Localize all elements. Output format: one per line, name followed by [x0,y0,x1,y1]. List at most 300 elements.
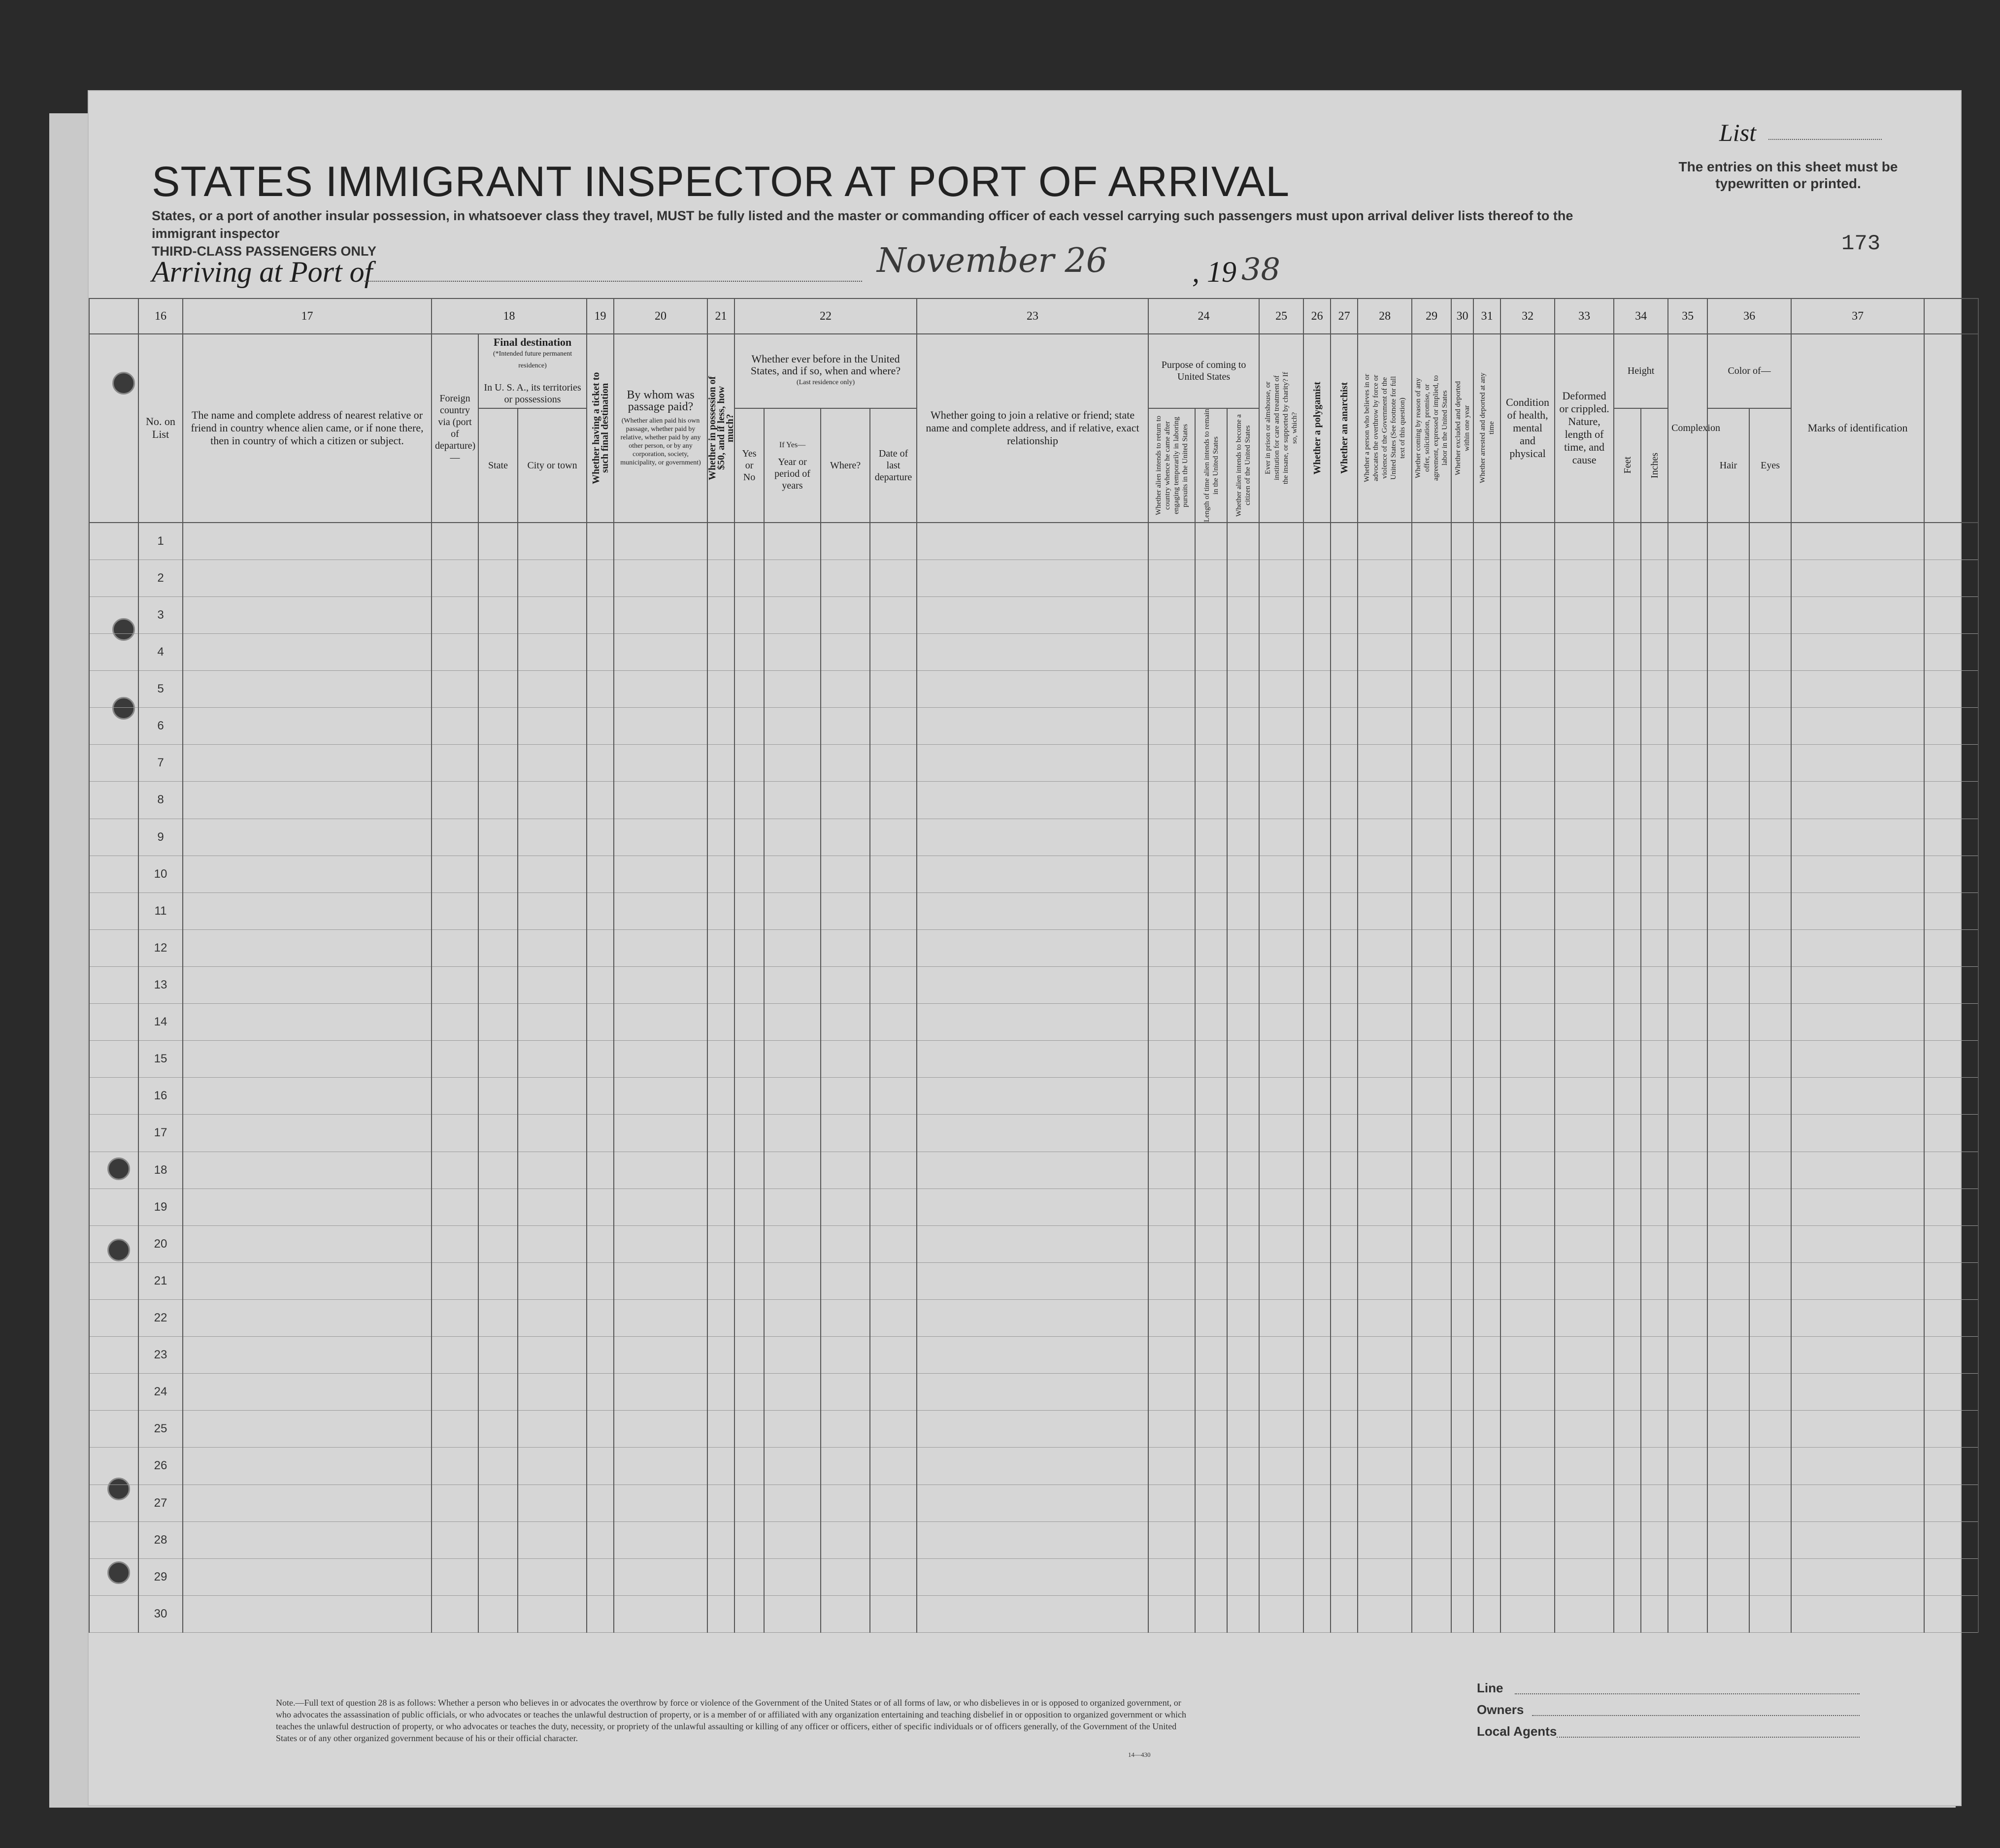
entry-cell[interactable] [1451,596,1473,633]
entry-cell[interactable] [1614,1078,1641,1115]
entry-cell[interactable] [1358,1004,1412,1041]
entry-cell[interactable] [764,745,821,782]
entry-cell[interactable] [1707,523,1749,560]
entry-cell[interactable] [1500,892,1555,929]
entry-cell[interactable] [1749,1041,1791,1078]
entry-cell[interactable] [821,856,870,892]
entry-cell[interactable] [1358,708,1412,745]
entry-cell[interactable] [870,1262,917,1299]
entry-cell[interactable] [183,1521,432,1558]
entry-cell[interactable] [1668,1558,1707,1595]
entry-cell[interactable] [1668,1595,1707,1632]
entry-cell[interactable] [1195,1337,1227,1374]
entry-cell[interactable] [1331,1225,1358,1262]
entry-cell[interactable] [1358,745,1412,782]
entry-cell[interactable] [614,560,707,596]
entry-cell[interactable] [734,1485,764,1521]
entry-cell[interactable] [764,708,821,745]
entry-cell[interactable] [1791,1521,1924,1558]
entry-cell[interactable] [1791,1595,1924,1632]
entry-cell[interactable] [518,1225,587,1262]
entry-cell[interactable] [1451,1595,1473,1632]
entry-cell[interactable] [1749,633,1791,670]
entry-cell[interactable] [1227,892,1259,929]
entry-cell[interactable] [1749,1411,1791,1448]
entry-cell[interactable] [764,1411,821,1448]
entry-cell[interactable] [1614,856,1641,892]
entry-cell[interactable] [587,1004,614,1041]
entry-cell[interactable] [1500,929,1555,966]
entry-cell[interactable] [432,1041,478,1078]
entry-cell[interactable] [1749,560,1791,596]
entry-cell[interactable] [478,1521,518,1558]
entry-cell[interactable] [1500,1337,1555,1374]
entry-cell[interactable] [1791,1078,1924,1115]
entry-cell[interactable] [1668,1115,1707,1152]
entry-cell[interactable] [1451,1188,1473,1225]
entry-cell[interactable] [1500,1188,1555,1225]
entry-cell[interactable] [1195,1225,1227,1262]
entry-cell[interactable] [917,966,1148,1003]
entry-cell[interactable] [1668,1485,1707,1521]
entry-cell[interactable] [432,1411,478,1448]
entry-cell[interactable] [478,745,518,782]
entry-cell[interactable] [734,1078,764,1115]
entry-cell[interactable] [432,929,478,966]
entry-cell[interactable] [1473,966,1500,1003]
entry-cell[interactable] [1614,892,1641,929]
entry-cell[interactable] [1358,929,1412,966]
entry-cell[interactable] [734,1041,764,1078]
entry-cell[interactable] [1749,1004,1791,1041]
entry-cell[interactable] [1641,1448,1668,1485]
entry-cell[interactable] [1227,1411,1259,1448]
entry-cell[interactable] [917,1337,1148,1374]
entry-cell[interactable] [1555,560,1614,596]
entry-cell[interactable] [1259,708,1303,745]
entry-cell[interactable] [1259,1262,1303,1299]
entry-cell[interactable] [707,1299,734,1336]
entry-cell[interactable] [870,1188,917,1225]
entry-cell[interactable] [1555,1004,1614,1041]
entry-cell[interactable] [432,523,478,560]
entry-cell[interactable] [1412,1188,1451,1225]
entry-cell[interactable] [1555,892,1614,929]
entry-cell[interactable] [1500,745,1555,782]
entry-cell[interactable] [917,1152,1148,1188]
entry-cell[interactable] [1791,1004,1924,1041]
entry-cell[interactable] [1227,671,1259,708]
entry-cell[interactable] [1707,1595,1749,1632]
entry-cell[interactable] [1668,1521,1707,1558]
entry-cell[interactable] [1195,1115,1227,1152]
entry-cell[interactable] [183,596,432,633]
entry-cell[interactable] [1303,1521,1331,1558]
entry-cell[interactable] [1473,1595,1500,1632]
entry-cell[interactable] [1412,596,1451,633]
entry-cell[interactable] [1227,560,1259,596]
entry-cell[interactable] [821,1521,870,1558]
entry-cell[interactable] [518,671,587,708]
agents-field[interactable] [1557,1737,1860,1738]
entry-cell[interactable] [1707,856,1749,892]
entry-cell[interactable] [1641,1225,1668,1262]
entry-cell[interactable] [1668,745,1707,782]
entry-cell[interactable] [1614,1558,1641,1595]
entry-cell[interactable] [1358,1188,1412,1225]
entry-cell[interactable] [1614,1299,1641,1336]
entry-cell[interactable] [432,1374,478,1411]
entry-cell[interactable] [183,1115,432,1152]
entry-cell[interactable] [1500,782,1555,819]
entry-cell[interactable] [1331,1078,1358,1115]
entry-cell[interactable] [1791,745,1924,782]
entry-cell[interactable] [432,892,478,929]
entry-cell[interactable] [1412,892,1451,929]
entry-cell[interactable] [917,1374,1148,1411]
entry-cell[interactable] [870,1115,917,1152]
entry-cell[interactable] [1668,1374,1707,1411]
entry-cell[interactable] [1451,1485,1473,1521]
entry-cell[interactable] [1668,1004,1707,1041]
entry-cell[interactable] [1227,633,1259,670]
entry-cell[interactable] [1791,1485,1924,1521]
entry-cell[interactable] [1668,1411,1707,1448]
entry-cell[interactable] [1500,671,1555,708]
entry-cell[interactable] [707,966,734,1003]
entry-cell[interactable] [821,1115,870,1152]
entry-cell[interactable] [1259,1188,1303,1225]
entry-cell[interactable] [1555,1078,1614,1115]
entry-cell[interactable] [1500,708,1555,745]
entry-cell[interactable] [183,1041,432,1078]
entry-cell[interactable] [518,523,587,560]
entry-cell[interactable] [734,1595,764,1632]
entry-cell[interactable] [1555,819,1614,856]
entry-cell[interactable] [1473,1374,1500,1411]
entry-cell[interactable] [917,1225,1148,1262]
entry-cell[interactable] [821,1558,870,1595]
entry-cell[interactable] [764,1004,821,1041]
entry-cell[interactable] [1473,1115,1500,1152]
entry-cell[interactable] [518,1374,587,1411]
entry-cell[interactable] [518,1004,587,1041]
entry-cell[interactable] [707,1558,734,1595]
entry-cell[interactable] [1331,1485,1358,1521]
entry-cell[interactable] [1331,1558,1358,1595]
entry-cell[interactable] [1303,819,1331,856]
entry-cell[interactable] [1473,856,1500,892]
entry-cell[interactable] [1451,1374,1473,1411]
entry-cell[interactable] [764,596,821,633]
entry-cell[interactable] [1500,1078,1555,1115]
entry-cell[interactable] [764,782,821,819]
entry-cell[interactable] [1358,1521,1412,1558]
entry-cell[interactable] [1227,523,1259,560]
entry-cell[interactable] [478,560,518,596]
entry-cell[interactable] [614,745,707,782]
entry-cell[interactable] [1227,1374,1259,1411]
entry-cell[interactable] [1358,856,1412,892]
entry-cell[interactable] [1451,1078,1473,1115]
entry-cell[interactable] [870,1299,917,1336]
entry-cell[interactable] [917,782,1148,819]
entry-cell[interactable] [1195,1448,1227,1485]
entry-cell[interactable] [917,819,1148,856]
entry-cell[interactable] [917,856,1148,892]
entry-cell[interactable] [1331,1448,1358,1485]
entry-cell[interactable] [1259,1558,1303,1595]
entry-cell[interactable] [707,1041,734,1078]
entry-cell[interactable] [1500,1041,1555,1078]
entry-cell[interactable] [1358,892,1412,929]
entry-cell[interactable] [764,560,821,596]
entry-cell[interactable] [587,1188,614,1225]
entry-cell[interactable] [1259,1115,1303,1152]
entry-cell[interactable] [734,929,764,966]
entry-cell[interactable] [1500,1152,1555,1188]
entry-cell[interactable] [1555,1299,1614,1336]
entry-cell[interactable] [1749,929,1791,966]
entry-cell[interactable] [183,560,432,596]
entry-cell[interactable] [917,1485,1148,1521]
entry-cell[interactable] [1555,1485,1614,1521]
entry-cell[interactable] [478,1188,518,1225]
entry-cell[interactable] [1641,1188,1668,1225]
entry-cell[interactable] [518,1299,587,1336]
entry-cell[interactable] [614,1595,707,1632]
entry-cell[interactable] [1451,1521,1473,1558]
entry-cell[interactable] [1614,1115,1641,1152]
entry-cell[interactable] [870,1558,917,1595]
entry-cell[interactable] [821,1448,870,1485]
entry-cell[interactable] [1791,929,1924,966]
entry-cell[interactable] [614,1521,707,1558]
entry-cell[interactable] [1227,745,1259,782]
entry-cell[interactable] [432,1078,478,1115]
entry-cell[interactable] [821,1595,870,1632]
entry-cell[interactable] [1500,1374,1555,1411]
entry-cell[interactable] [614,1004,707,1041]
entry-cell[interactable] [518,1595,587,1632]
entry-cell[interactable] [764,1188,821,1225]
entry-cell[interactable] [734,1152,764,1188]
entry-cell[interactable] [587,708,614,745]
entry-cell[interactable] [870,1595,917,1632]
entry-cell[interactable] [614,1448,707,1485]
entry-cell[interactable] [734,523,764,560]
entry-cell[interactable] [1791,1448,1924,1485]
entry-cell[interactable] [587,856,614,892]
entry-cell[interactable] [183,1411,432,1448]
entry-cell[interactable] [1148,929,1195,966]
entry-cell[interactable] [1500,633,1555,670]
entry-cell[interactable] [432,1485,478,1521]
entry-cell[interactable] [1555,1411,1614,1448]
entry-cell[interactable] [1641,708,1668,745]
entry-cell[interactable] [1614,819,1641,856]
entry-cell[interactable] [1473,1521,1500,1558]
entry-cell[interactable] [1412,523,1451,560]
entry-cell[interactable] [1412,1299,1451,1336]
entry-cell[interactable] [1195,1152,1227,1188]
entry-cell[interactable] [764,1299,821,1336]
entry-cell[interactable] [1195,596,1227,633]
entry-cell[interactable] [518,856,587,892]
entry-cell[interactable] [1473,929,1500,966]
entry-cell[interactable] [183,1188,432,1225]
entry-cell[interactable] [1473,560,1500,596]
entry-cell[interactable] [432,671,478,708]
entry-cell[interactable] [1473,596,1500,633]
entry-cell[interactable] [1473,708,1500,745]
entry-cell[interactable] [1614,1262,1641,1299]
entry-cell[interactable] [1473,1041,1500,1078]
entry-cell[interactable] [1412,1595,1451,1632]
entry-cell[interactable] [1412,1004,1451,1041]
entry-cell[interactable] [1412,1041,1451,1078]
entry-cell[interactable] [1614,1041,1641,1078]
entry-cell[interactable] [587,892,614,929]
entry-cell[interactable] [1303,523,1331,560]
entry-cell[interactable] [432,966,478,1003]
entry-cell[interactable] [821,782,870,819]
entry-cell[interactable] [1303,1337,1331,1374]
entry-cell[interactable] [1148,1188,1195,1225]
entry-cell[interactable] [1331,1337,1358,1374]
entry-cell[interactable] [1707,708,1749,745]
entry-cell[interactable] [1614,1595,1641,1632]
entry-cell[interactable] [1331,560,1358,596]
entry-cell[interactable] [1451,892,1473,929]
entry-cell[interactable] [764,1152,821,1188]
entry-cell[interactable] [183,929,432,966]
entry-cell[interactable] [1259,1337,1303,1374]
entry-cell[interactable] [1749,856,1791,892]
entry-cell[interactable] [1412,1485,1451,1521]
entry-cell[interactable] [587,929,614,966]
entry-cell[interactable] [587,1225,614,1262]
entry-cell[interactable] [1148,1115,1195,1152]
entry-cell[interactable] [1641,1152,1668,1188]
entry-cell[interactable] [183,1299,432,1336]
entry-cell[interactable] [1451,1337,1473,1374]
entry-cell[interactable] [1358,782,1412,819]
entry-cell[interactable] [1555,782,1614,819]
entry-cell[interactable] [1331,856,1358,892]
entry-cell[interactable] [1707,596,1749,633]
entry-cell[interactable] [1749,1115,1791,1152]
entry-cell[interactable] [1641,1337,1668,1374]
entry-cell[interactable] [1555,745,1614,782]
entry-cell[interactable] [764,1041,821,1078]
entry-cell[interactable] [917,745,1148,782]
entry-cell[interactable] [518,1485,587,1521]
entry-cell[interactable] [614,929,707,966]
entry-cell[interactable] [614,1115,707,1152]
entry-cell[interactable] [1500,1299,1555,1336]
entry-cell[interactable] [1707,819,1749,856]
entry-cell[interactable] [1259,1041,1303,1078]
entry-cell[interactable] [1412,560,1451,596]
entry-cell[interactable] [1473,1188,1500,1225]
entry-cell[interactable] [1614,1225,1641,1262]
entry-cell[interactable] [707,856,734,892]
entry-cell[interactable] [1303,1225,1331,1262]
entry-cell[interactable] [1641,1299,1668,1336]
entry-cell[interactable] [478,671,518,708]
entry-cell[interactable] [587,1152,614,1188]
entry-cell[interactable] [1473,782,1500,819]
entry-cell[interactable] [1749,1152,1791,1188]
entry-cell[interactable] [518,1152,587,1188]
entry-cell[interactable] [1668,1078,1707,1115]
entry-cell[interactable] [734,560,764,596]
entry-cell[interactable] [707,1115,734,1152]
entry-cell[interactable] [1749,596,1791,633]
entry-cell[interactable] [1148,708,1195,745]
entry-cell[interactable] [1749,1485,1791,1521]
entry-cell[interactable] [1412,1152,1451,1188]
entry-cell[interactable] [1614,596,1641,633]
entry-cell[interactable] [1303,966,1331,1003]
entry-cell[interactable] [432,1299,478,1336]
entry-cell[interactable] [870,1411,917,1448]
entry-cell[interactable] [432,1188,478,1225]
entry-cell[interactable] [1331,596,1358,633]
entry-cell[interactable] [432,1337,478,1374]
entry-cell[interactable] [1555,1225,1614,1262]
entry-cell[interactable] [1451,560,1473,596]
entry-cell[interactable] [478,1595,518,1632]
entry-cell[interactable] [478,856,518,892]
entry-cell[interactable] [1473,1078,1500,1115]
entry-cell[interactable] [183,671,432,708]
entry-cell[interactable] [614,1411,707,1448]
entry-cell[interactable] [1555,1558,1614,1595]
entry-cell[interactable] [1500,560,1555,596]
entry-cell[interactable] [478,596,518,633]
entry-cell[interactable] [917,1041,1148,1078]
entry-cell[interactable] [1412,1558,1451,1595]
entry-cell[interactable] [1555,1041,1614,1078]
entry-cell[interactable] [478,1262,518,1299]
entry-cell[interactable] [518,1078,587,1115]
entry-cell[interactable] [518,892,587,929]
entry-cell[interactable] [1451,1041,1473,1078]
entry-cell[interactable] [1749,892,1791,929]
entry-cell[interactable] [1555,523,1614,560]
entry-cell[interactable] [707,1485,734,1521]
entry-cell[interactable] [1555,1188,1614,1225]
entry-cell[interactable] [1259,819,1303,856]
entry-cell[interactable] [1749,1078,1791,1115]
entry-cell[interactable] [432,1595,478,1632]
entry-cell[interactable] [1259,523,1303,560]
entry-cell[interactable] [1641,1004,1668,1041]
entry-cell[interactable] [870,856,917,892]
entry-cell[interactable] [707,1004,734,1041]
entry-cell[interactable] [1259,671,1303,708]
entry-cell[interactable] [821,1225,870,1262]
entry-cell[interactable] [870,1225,917,1262]
entry-cell[interactable] [587,1115,614,1152]
entry-cell[interactable] [764,819,821,856]
entry-cell[interactable] [734,1115,764,1152]
entry-cell[interactable] [478,1448,518,1485]
entry-cell[interactable] [821,929,870,966]
entry-cell[interactable] [1195,1374,1227,1411]
